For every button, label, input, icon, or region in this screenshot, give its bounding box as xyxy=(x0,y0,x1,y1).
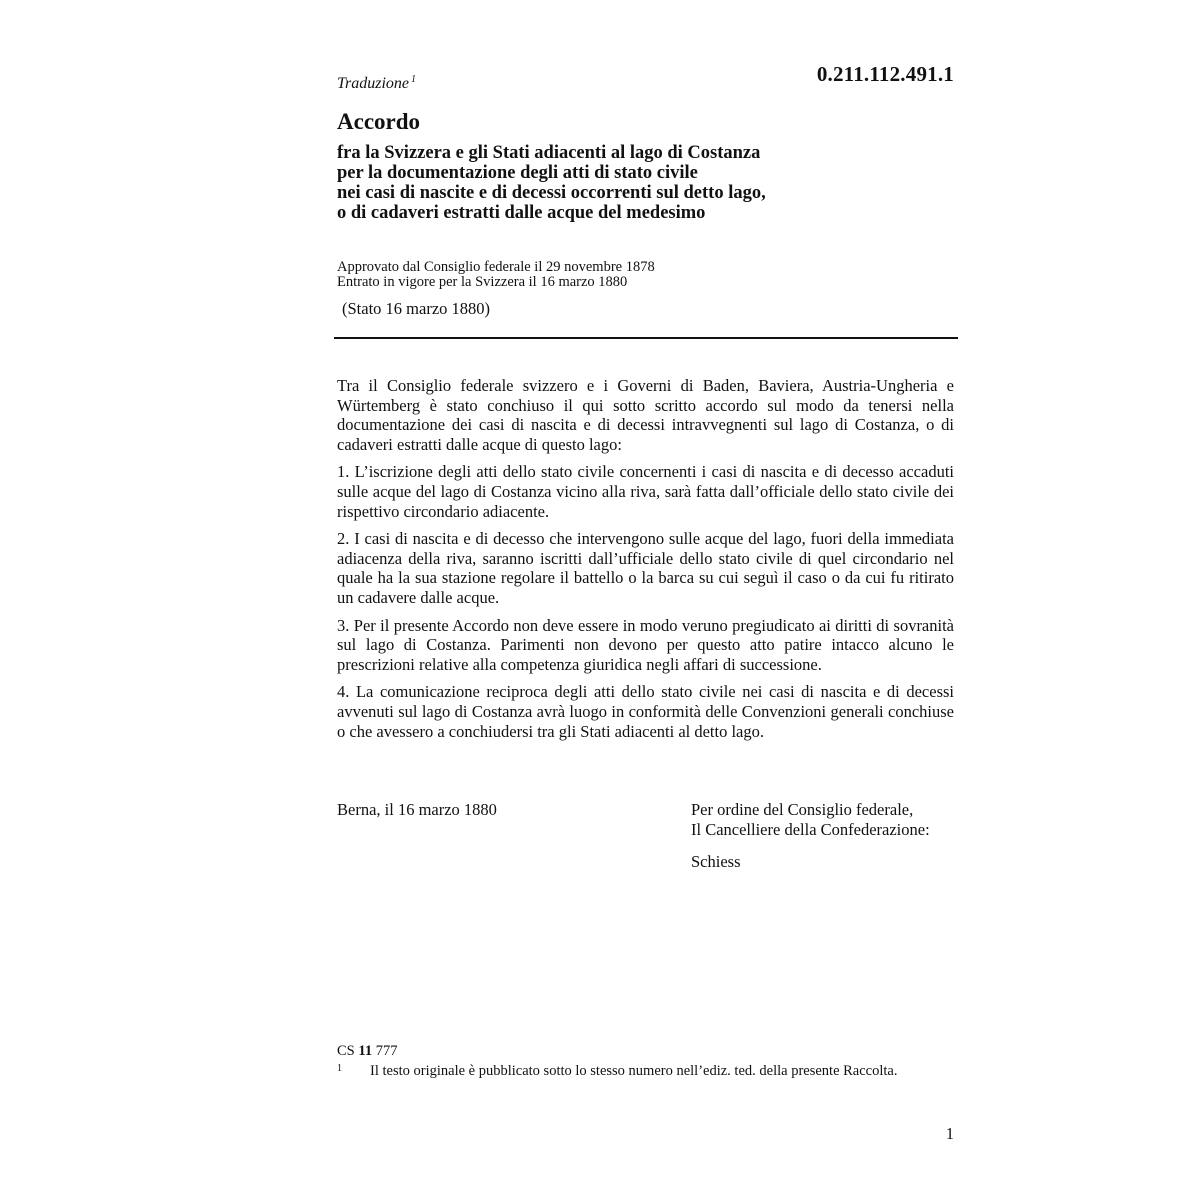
page-number: 1 xyxy=(945,1124,954,1143)
preamble: Tra il Consiglio federale svizzero e i Governi di Baden, Baviera, Austria-Ungheria e Würtemberg è stato conchiuso il qui sotto scritto accordo sul modo da tenersi nella documentazione dei casi di nascita e di decessi intravvegnenti sul lago di Costanza, o di cadaveri estratti dalle acque di questo lago: xyxy=(337,376,954,454)
signature-block xyxy=(691,800,930,840)
sr-number: 0.211.112.491.1 xyxy=(816,62,954,86)
cs-page: 777 xyxy=(372,1043,398,1059)
footnote-text: Il testo originale è pubblicato sotto lo stesso numero nell’ediz. ted. della presente Raccolta. xyxy=(370,1063,898,1079)
place-date: Berna, il 16 marzo 1880 xyxy=(337,800,497,819)
translation-label xyxy=(337,75,416,93)
article-4: 4. La comunicazione reciproca degli atti dello stato civile nei casi di nascita e di decessi avvenuti sul lago di Costanza avrà luogo in conformità delle Convenzioni generali conchiuse o che avessero a conchiudersi tra gli Stati adiacenti al detto lago. xyxy=(337,682,954,741)
article-2: 2. I casi di nascita e di decesso che intervengono sulle acque del lago, fuori della immediata adiacenza della riva, saranno iscritti dall’ufficiale dello stato civile di quel circondario nel quale ha la sua stazione regolare il battello o la barca su cui seguì il caso o da cui fu ritirato un cadavere dalle acque. xyxy=(337,529,954,607)
footnote-mark: 1 xyxy=(337,1063,342,1074)
article-1: 1. L’iscrizione degli atti dello stato civile concernenti i casi di nascita e di decesso accaduti sulle acque del lago di Costanza vicino alla riva, sarà fatta dall’officiale dello stato civile dei rispettivo circondario adiacente. xyxy=(337,462,954,521)
approval-date: Approvato dal Consiglio federale il 29 novembre 1878 xyxy=(337,259,655,275)
signature-role-line: Il Cancelliere della Confederazione: xyxy=(691,820,930,839)
document-title: Accordo xyxy=(337,109,421,134)
document-body xyxy=(337,376,954,749)
cs-reference xyxy=(337,1043,397,1060)
signature-order-line: Per ordine del Consiglio federale, xyxy=(691,800,914,819)
footnote-reference[interactable]: 1 xyxy=(411,73,417,85)
cs-prefix: CS xyxy=(337,1043,359,1059)
subtitle-line: nei casi di nascite e di decessi occorrenti sul detto lago, xyxy=(337,183,766,203)
cs-volume: 11 xyxy=(358,1043,373,1059)
document-subtitle xyxy=(337,143,957,223)
document-page xyxy=(337,0,954,1200)
approval-info xyxy=(337,260,655,289)
entry-into-force: Entrato in vigore per la Svizzera il 16 marzo 1880 xyxy=(337,273,628,290)
translation-label-text: Traduzione xyxy=(337,75,410,92)
subtitle-line: o di cadaveri estratti dalle acque del medesimo xyxy=(337,203,706,223)
header-divider xyxy=(334,337,958,339)
article-3: 3. Per il presente Accordo non deve essere in modo veruno pregiudicato ai diritti di sovranità sul lago di Costanza. Parimenti non devono per questo atto patire intacco alcuno le prescrizioni relative alla competenza giuridica negli affari di successione. xyxy=(337,615,954,674)
subtitle-line: per la documentazione degli atti di stato civile xyxy=(337,163,698,183)
signer-name: Schiess xyxy=(691,852,741,871)
footnote xyxy=(337,1063,937,1079)
status-date: (Stato 16 marzo 1880) xyxy=(342,299,491,318)
subtitle-line: fra la Svizzera e gli Stati adiacenti al lago di Costanza xyxy=(337,143,761,163)
